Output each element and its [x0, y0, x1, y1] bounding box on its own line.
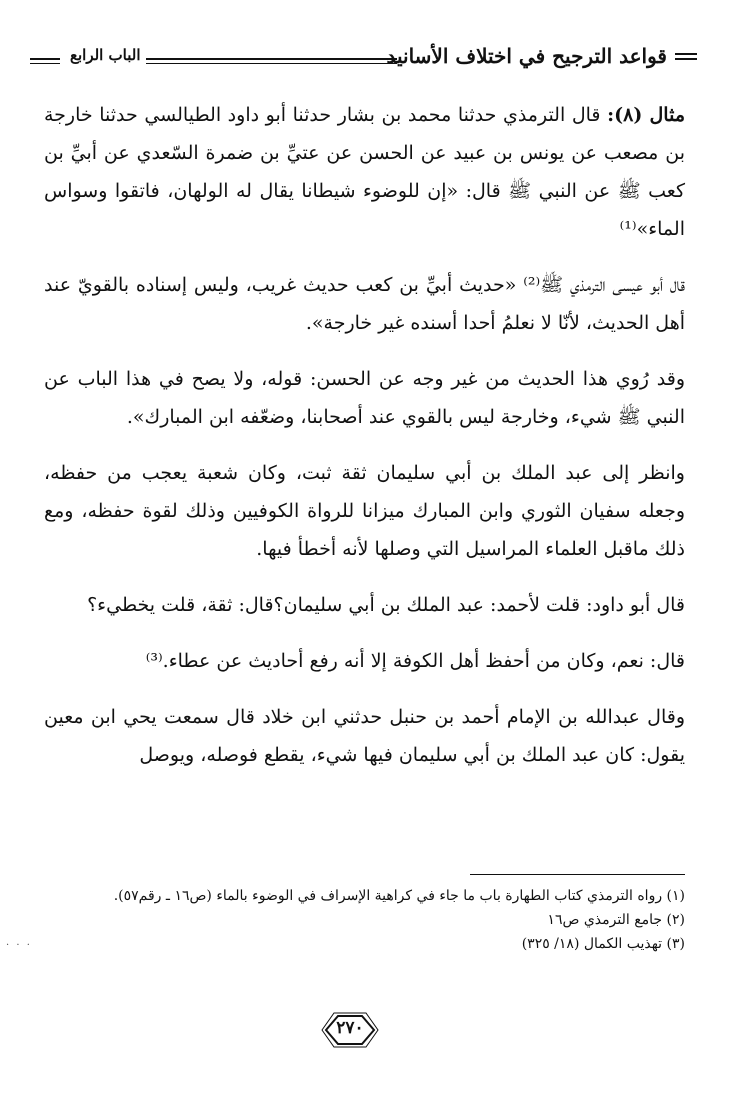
book-title — [386, 44, 697, 68]
paragraph — [44, 642, 685, 680]
page-number-badge — [318, 1010, 382, 1050]
paragraph — [44, 266, 685, 342]
paragraph-text: قال: نعم، وكان من أحفظ أهل الكوفة إلا أنه رفع أحاديث عن عطاء.⁽³⁾ — [145, 650, 685, 672]
running-header — [30, 44, 697, 84]
page-number: ٢٧٠ — [336, 1018, 364, 1038]
chapter-title: الباب الرابع — [70, 46, 141, 64]
paragraph-text: وقد رُوي هذا الحديث من غير وجه عن الحسن: قوله، ولا يصح في هذا الباب عن النبي ﷺ شيء، وخارجة ليس بالقوي عند أصحابنا، وضعّفه ابن المبارك». — [44, 368, 685, 428]
chapter-ornament-dash — [30, 58, 60, 64]
paragraph — [44, 360, 685, 436]
footnotes — [60, 884, 685, 956]
footnote-separator — [470, 874, 685, 875]
footnote: (٢) جامع الترمذي ص١٦ — [547, 912, 685, 928]
paragraph — [44, 96, 685, 248]
title-ornament-dash — [675, 53, 697, 60]
main-text — [44, 96, 685, 792]
margin-marks: · · · — [6, 940, 32, 951]
paragraph-text: وقال عبدالله بن الإمام أحمد بن حنبل حدثني ابن خلاد قال سمعت يحي ابن معين يقول: كان عبد الملك بن أبي سليمان فيها شيء، يقطع فوصله، ويوصل — [44, 706, 685, 766]
paragraph-text: قال أبو عيسى الترمذي ﷺ⁽²⁾ «حديث أبيِّ بن كعب حديث غريب، وليس إسناده بالقويّ عند أهل الحديث، لأنّا لا نعلمُ أحدا أسنده غير خارجة». — [44, 274, 685, 334]
header-rule — [146, 58, 397, 64]
paragraph — [44, 698, 685, 774]
footnote: (١) رواه الترمذي كتاب الطهارة باب ما جاء في كراهية الإسراف في الوضوء بالماء (ص١٦ ـ رقم٥٧). — [113, 888, 685, 904]
paragraph — [44, 586, 685, 624]
paragraph — [44, 454, 685, 568]
footnote: (٣) تهذيب الكمال (١٨/ ٣٢٥) — [521, 936, 685, 952]
paragraph-text: قال أبو داود: قلت لأحمد: عبد الملك بن أبي سليمان؟قال: ثقة، قلت يخطيء؟ — [87, 594, 685, 616]
paragraph-text: قال الترمذي حدثنا محمد بن بشار حدثنا أبو داود الطيالسي حدثنا خارجة بن مصعب عن يونس بن عبيد عن الحسن عن عتيِّ بن ضمرة السّعدي عن أبيِّ بن كعب ﷺ عن النبي ﷺ قال: «إن للوضوء شيطانا يقال له الولهان، فاتقوا وسواس الماء»⁽¹⁾ — [44, 104, 685, 240]
paragraph-text: وانظر إلى عبد الملك بن أبي سليمان ثقة ثبت، وكان شعبة يعجب من حفظه، وجعله سفيان الثوري وابن المبارك ميزانا للرواة الكوفيين وذلك لقوة حفظه، ومع ذلك ماقبل العلماء المراسيل التي وصلها لأنه أخطأ فيها. — [44, 462, 685, 560]
book-title-text: قواعد الترجيح في اختلاف الأسانيد — [386, 44, 667, 68]
example-label: مثال (٨): — [607, 104, 685, 126]
